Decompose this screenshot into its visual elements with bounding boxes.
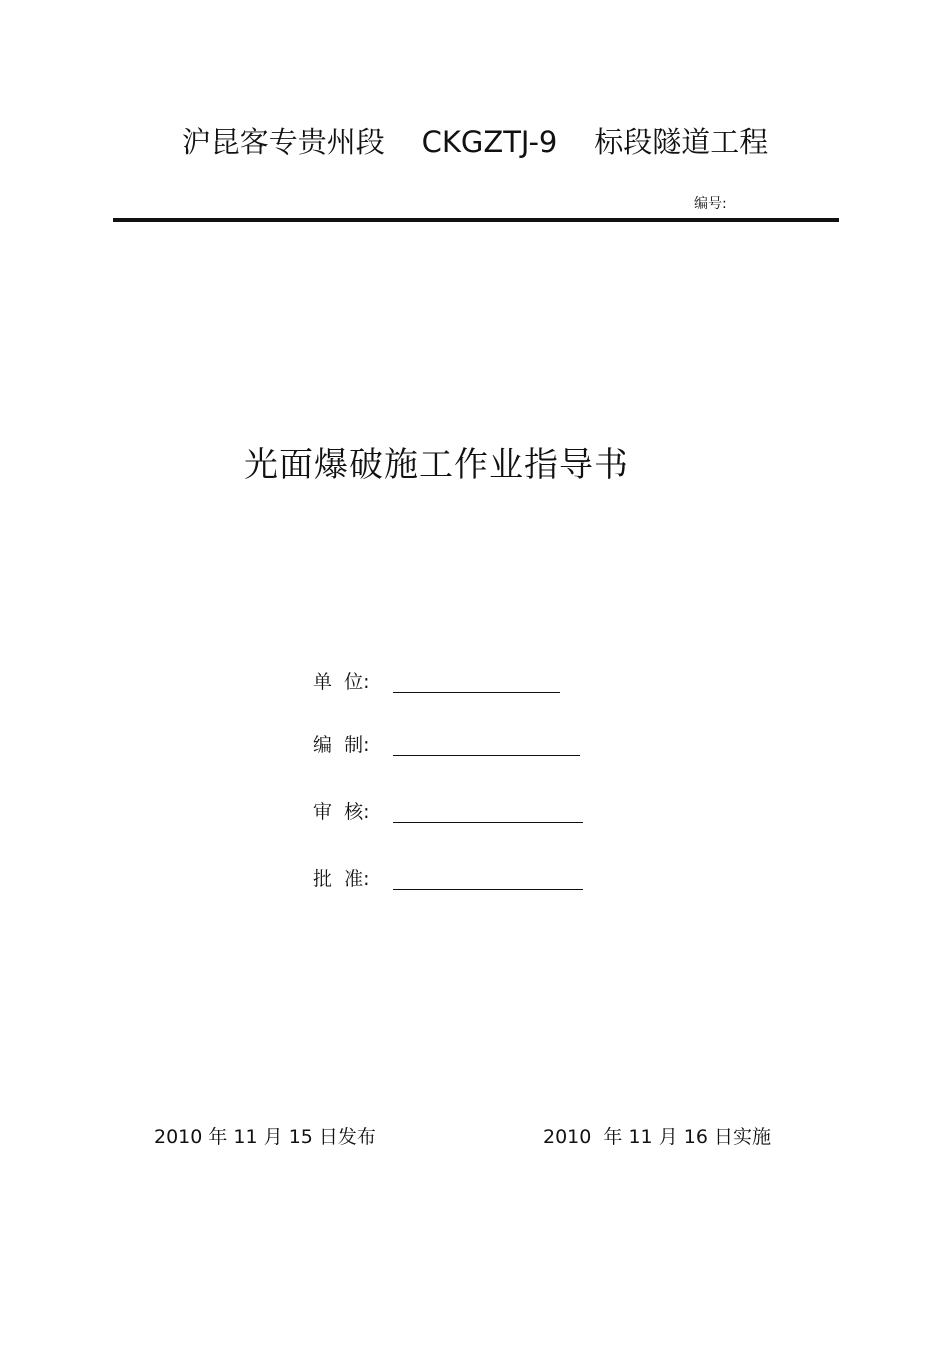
reviewer-blank-line	[393, 822, 583, 823]
implement-date: 2010 年 11 月 16 日实施	[543, 1126, 771, 1148]
unit-label: 单 位:	[313, 671, 370, 693]
compiler-label: 编 制:	[313, 734, 370, 756]
approver-label: 批 准:	[313, 868, 370, 890]
approver-blank-line	[393, 889, 583, 890]
reviewer-label: 审 核:	[313, 801, 370, 823]
document-number-label: 编号:	[694, 196, 727, 212]
issue-date: 2010 年 11 月 15 日发布	[154, 1126, 376, 1148]
header-divider	[113, 218, 839, 222]
compiler-blank-line	[393, 755, 580, 756]
document-main-title: 光面爆破施工作业指导书	[244, 445, 629, 485]
unit-blank-line	[393, 692, 560, 693]
document-header-title: 沪昆客专贵州段 CKGZTJ-9 标段隧道工程	[181, 125, 769, 159]
